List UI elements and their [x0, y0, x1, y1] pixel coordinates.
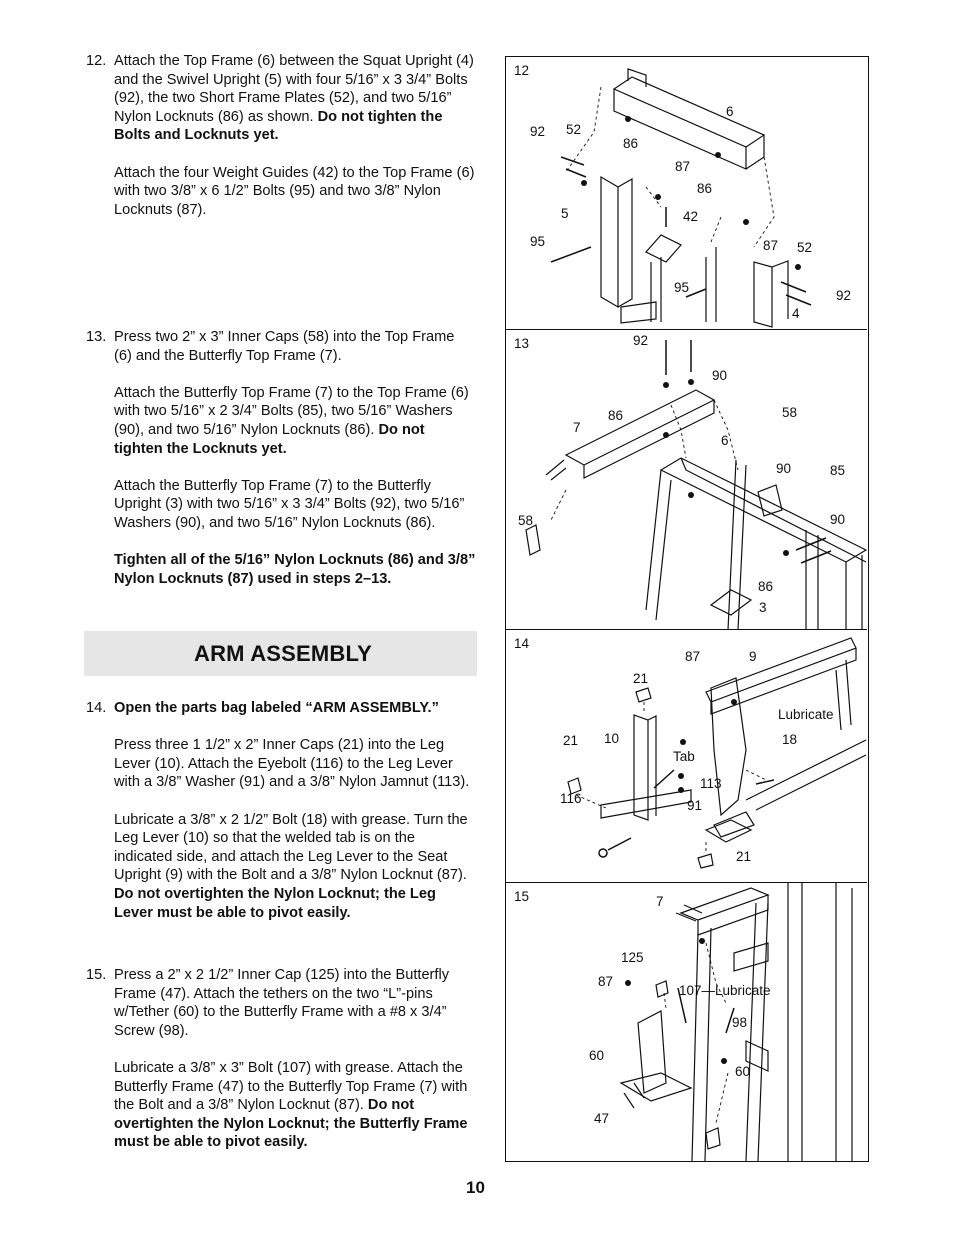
step-number: 13.: [86, 329, 107, 345]
callout-116: 116: [560, 791, 582, 806]
callout-42: 42: [683, 209, 699, 224]
step-paragraph: Press a 2” x 2 1/2” Inner Cap (125) into the Butterfly Frame (47). Attach the tethers on the two “L”-pins w/Tether (60) to the Butterfly Frame with a #8 x 3/4” Screw (98).: [114, 967, 450, 1039]
callout-92: 92: [836, 288, 852, 303]
section-title: ARM ASSEMBLY: [194, 641, 373, 666]
callout-lubricate: Lubricate: [778, 707, 834, 722]
callout-6: 6: [721, 433, 729, 448]
callout-92: 92: [530, 124, 546, 139]
panel-number: 15: [514, 889, 530, 904]
panel-number: 13: [514, 336, 530, 351]
callout-95: 95: [674, 280, 690, 295]
callout-86: 86: [697, 181, 713, 196]
step-paragraph: Press two 2” x 3” Inner Caps (58) into the Top Frame (6) and the Butterfly Top Frame (7).: [114, 329, 455, 364]
callout-9: 9: [749, 649, 757, 664]
step-paragraph: Attach the Butterfly Top Frame (7) to the Butterfly Upright (3) with two 5/16” x 3 3/4” Bolts (92), two 5/16” Washers (90), and two 5/16” Nylon Locknuts (86).: [114, 477, 465, 531]
page-number: 10: [466, 1178, 485, 1197]
step-body: [114, 966, 476, 1152]
section-banner: [84, 631, 477, 676]
callout-tab: Tab: [673, 749, 695, 764]
step-body: [114, 52, 476, 219]
callout-21: 21: [736, 849, 752, 864]
callout-47: 47: [594, 1111, 610, 1126]
callout-7: 7: [656, 894, 664, 909]
callout-86: 86: [608, 408, 624, 423]
diagram-step-13: [506, 330, 867, 630]
callout-52: 52: [797, 240, 813, 255]
callout-7: 7: [573, 420, 581, 435]
step-paragraph: Lubricate a 3/8” x 2 1/2” Bolt (18) with grease. Turn the Leg Lever (10) so that the welded tab is on the indicated side, and attach the Leg Lever to the Seat Upright (9) with the Bolt and a 3/8” Nylon Locknut (87). Do not overtighten the Nylon Locknut; the Leg Lever must be able to pivot easily.: [114, 811, 468, 921]
step-paragraph: Attach the Top Frame (6) between the Squat Upright (4) and the Swivel Upright (5) with four 5/16” x 3 3/4” Bolts (92), the two Short Frame Plates (52), and two 5/16” Nylon Locknuts (86) as shown. Do not tighten the Bolts and Locknuts yet.: [114, 53, 474, 144]
step-number: 14.: [86, 700, 107, 716]
diagram-frame: [505, 56, 869, 1162]
callout-21: 21: [633, 671, 649, 686]
panel-number: 14: [514, 636, 530, 651]
callout-90: 90: [776, 461, 792, 476]
callout-98: 98: [732, 1015, 748, 1030]
callout-85: 85: [830, 463, 846, 478]
callout-90: 90: [712, 368, 728, 383]
callout-113: 113: [700, 776, 722, 791]
callout-87: 87: [598, 974, 614, 989]
callout-92: 92: [633, 333, 649, 348]
callout-86: 86: [758, 579, 774, 594]
callout-4: 4: [792, 306, 800, 321]
callout-87: 87: [675, 159, 691, 174]
step-body: [114, 328, 476, 588]
step-paragraph: Lubricate a 3/8” x 3” Bolt (107) with grease. Attach the Butterfly Frame (47) to the Butterfly Top Frame (7) with the Bolt and a 3/8” Nylon Locknut (87). Do not overtighten the Nylon Locknut; the Butterfly Frame must be able to pivot easily.: [114, 1059, 468, 1151]
diagram-step-12: [506, 57, 867, 330]
step-number: 12.: [86, 53, 107, 69]
exploded-view-13: [506, 330, 867, 630]
callout-3: 3: [759, 600, 767, 615]
callout-86: 86: [623, 136, 639, 151]
callout-6: 6: [726, 104, 734, 119]
exploded-view-15: [506, 883, 867, 1161]
callout-60: 60: [589, 1048, 605, 1063]
callout-52: 52: [566, 122, 582, 137]
callout-107-lubricate: 107—Lubricate: [679, 983, 771, 998]
callout-95: 95: [530, 234, 546, 249]
callout-60: 60: [735, 1064, 751, 1079]
callout-125: 125: [621, 950, 644, 965]
callout-58: 58: [518, 513, 534, 528]
step-number: 15.: [86, 967, 107, 983]
diagram-step-15: [506, 883, 867, 1161]
callout-91: 91: [687, 798, 703, 813]
callout-10: 10: [604, 731, 620, 746]
diagram-step-14: [506, 630, 867, 883]
callout-87: 87: [763, 238, 779, 253]
callout-21: 21: [563, 733, 579, 748]
step-paragraph: Attach the four Weight Guides (42) to the Top Frame (6) with two 3/8” x 6 1/2” Bolts (95) and two 3/8” Nylon Locknuts (87).: [114, 164, 475, 218]
step-paragraph: Press three 1 1/2” x 2” Inner Caps (21) into the Leg Lever (10). Attach the Eyebolt (116) to the Leg Lever with a 3/8” Washer (91) and a 3/8” Nylon Jamnut (113).: [114, 737, 470, 791]
step-paragraph: Attach the Butterfly Top Frame (7) to the Top Frame (6) with two 5/16” x 2 3/4” Bolts (85), two 5/16” Washers (90), and two 5/16” Nylon Locknuts (86). Do not tighten the Locknuts yet.: [114, 384, 469, 457]
callout-18: 18: [782, 732, 798, 747]
panel-number: 12: [514, 63, 530, 78]
callout-58: 58: [782, 405, 798, 420]
callout-5: 5: [561, 206, 569, 221]
step-paragraph: Tighten all of the 5/16” Nylon Locknuts (86) and 3/8” Nylon Locknuts (87) used in steps 2–13.: [114, 552, 476, 587]
step-paragraph: Open the parts bag labeled “ARM ASSEMBLY.”: [114, 700, 439, 716]
step-body: [114, 699, 476, 922]
callout-87: 87: [685, 649, 701, 664]
callout-90: 90: [830, 512, 846, 527]
